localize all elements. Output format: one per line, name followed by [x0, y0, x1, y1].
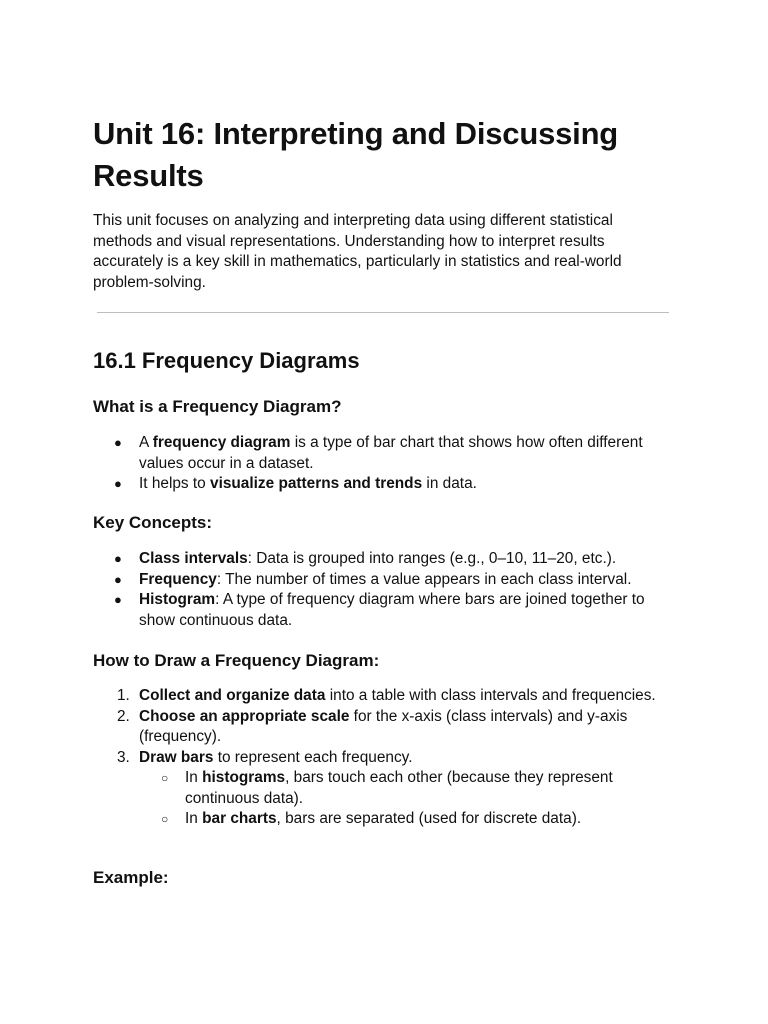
hollow-bullet-icon: ○: [161, 812, 169, 826]
page-title: Unit 16: Interpreting and Discussing Results: [93, 116, 619, 193]
sub-list-item: ○ In histograms, bars touch each other (because they represent continuous data).: [161, 769, 613, 807]
bullet-icon: ●: [114, 571, 122, 587]
bullet-icon: ●: [114, 435, 122, 450]
list-item: 3. Draw bars to represent each frequency. ○ In histograms, bars touch each other (because they represent continuous data). ○ In bar charts, bars are separated (used for discrete data).: [93, 748, 671, 830]
what-is-list: [93, 433, 671, 495]
how-to-steps: [93, 686, 671, 830]
sub-list: [139, 768, 671, 830]
list-item: ● Class intervals: Data is grouped into ranges (e.g., 0–10, 11–20, etc.).: [93, 549, 671, 570]
example-heading: Example:: [93, 868, 169, 887]
bullet-icon: ●: [114, 592, 122, 607]
what-is-heading: What is a Frequency Diagram?: [93, 397, 342, 416]
section-divider: [97, 312, 669, 313]
sub-list-item: ○ In bar charts, bars are separated (used for discrete data).: [139, 809, 671, 830]
list-item: ● It helps to visualize patterns and trends in data.: [93, 474, 671, 495]
intro-paragraph: This unit focuses on analyzing and interpreting data using different statistical methods and visual representations. Understanding how to interpret results accurately is a key skill in mathematics, particularly in statistics and real-world problem-solving.: [93, 212, 622, 291]
section-heading: 16.1 Frequency Diagrams: [93, 348, 360, 373]
bullet-icon: ●: [114, 476, 122, 491]
list-item: ● Histogram: A type of frequency diagram where bars are joined together to show continuous data.: [114, 591, 645, 629]
list-item: 1. Collect and organize data into a table with class intervals and frequencies.: [117, 687, 656, 704]
hollow-bullet-icon: ○: [161, 771, 169, 785]
list-item: ● A frequency diagram is a type of bar chart that shows how often different values occur in a dataset.: [114, 434, 643, 472]
list-item: 2. Choose an appropriate scale for the x-axis (class intervals) and y-axis (frequency).: [117, 707, 628, 745]
key-concepts-list: [93, 549, 671, 631]
how-to-heading: How to Draw a Frequency Diagram:: [93, 651, 380, 670]
list-item: ● Frequency: The number of times a value appears in each class interval.: [93, 570, 671, 591]
key-concepts-heading: Key Concepts:: [93, 513, 213, 532]
bullet-icon: ●: [114, 551, 122, 566]
